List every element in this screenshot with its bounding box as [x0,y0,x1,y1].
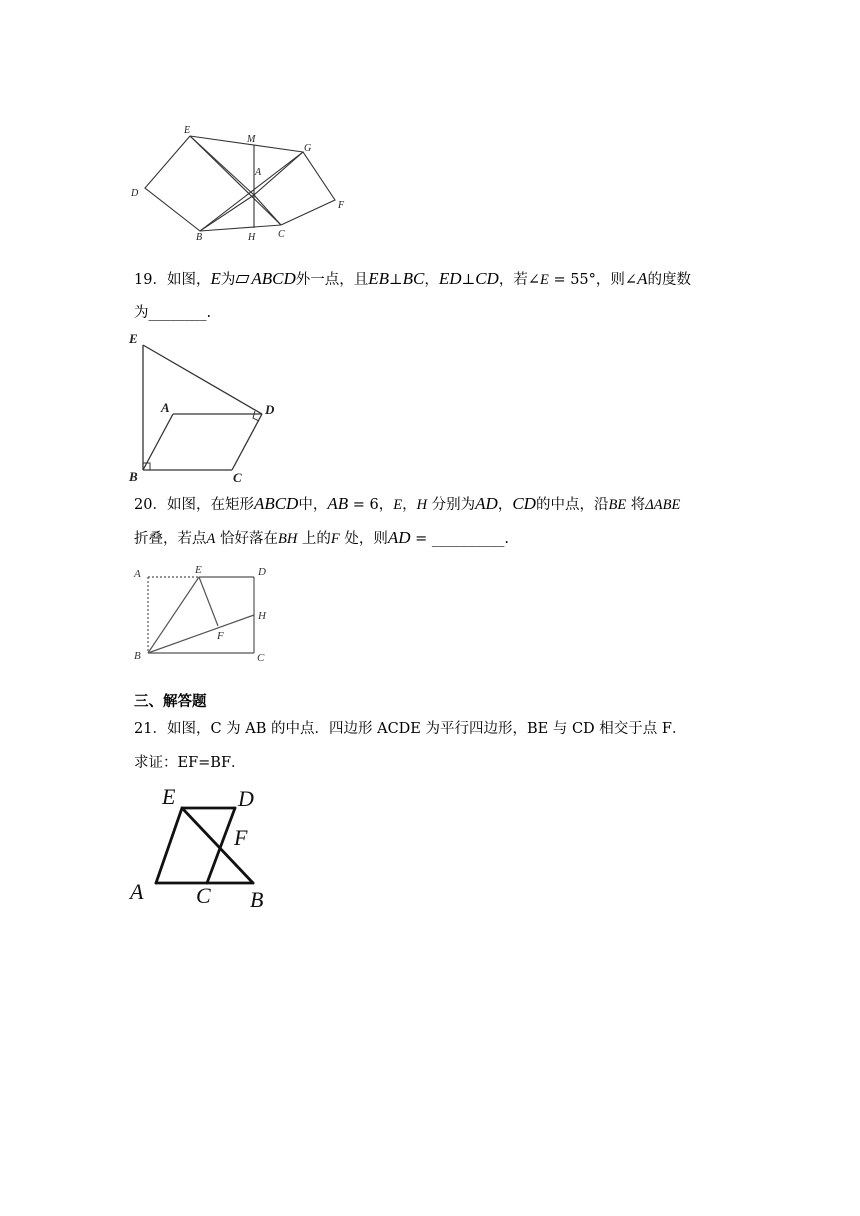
figure-18 [125,125,355,245]
fig21-label-b: B [250,887,264,912]
fig20-label-c: C [257,652,265,664]
q20-text: 上的 [297,531,331,547]
q20-text: 折叠，若点 [134,531,207,547]
q20-text: 分别为 [427,497,476,513]
fig18-label-e: E [184,125,191,136]
q19-text: 为 [220,272,236,288]
q19-var-e: E [210,269,221,288]
fig19-label-c: C [233,470,242,485]
q20-var-ab: AB [327,494,349,513]
q19-text: 外一点，且 [295,272,369,288]
fig18-label-c: C [278,229,285,240]
question-19-line-2: 为________. [134,305,212,321]
q19-var-ed: ED [438,269,462,288]
q20-var-be: BE [608,497,627,513]
fig21-label-e: E [162,784,176,809]
q20-var-bh: BH [277,531,298,547]
perpendicular-symbol: ⊥ [461,272,476,288]
q19-text: ，若∠ [498,272,540,288]
q20-var-f: F [330,531,340,547]
question-21-line-2: 求证：EF=BF． [134,755,246,771]
fig20-label-f: F [217,630,224,642]
question-20-line-2 [134,528,509,549]
fig19-label-b: B [129,469,138,484]
q19-angle-value: = 55°，则∠ [548,272,638,288]
q20-text: 处，则 [339,531,388,547]
q19-var-bc: BC [402,269,425,288]
fig18-label-h: H [248,232,256,243]
q19-var-eb: EB [368,269,390,288]
q20-var-e: E [393,497,403,513]
fig20-label-a: A [134,568,141,580]
q19-number: 19．如图， [134,272,211,288]
fig19-label-d: D [265,402,275,417]
fig18-label-a: A [255,167,262,178]
fig19-label-e: E [129,331,138,346]
q20-var-ad: AD [475,494,498,513]
q19-text: ， [424,272,439,288]
q20-text: 中， [298,497,328,513]
question-19-line-1 [134,269,691,290]
q19-var-e: E [539,272,549,288]
parallelogram-symbol-icon [236,275,250,283]
q19-var-abcd: ABCD [251,269,296,288]
figure-19 [125,330,285,490]
q20-answer-blank: = __________. [410,531,510,547]
fig21-label-f: F [234,825,248,850]
fig20-label-e: E [195,564,202,576]
q20-number: 20．如图，在矩形 [134,497,254,513]
q20-var-ad: AD [387,528,411,547]
q19-text: 的度数 [647,272,691,288]
q19-var-a: A [637,269,648,288]
section-heading: 三、解答题 [134,693,207,710]
fig20-label-b: B [134,650,141,662]
fig20-label-h: H [258,610,266,622]
fig18-label-f: F [338,200,345,211]
q20-var-cd: CD [512,494,536,513]
q20-text: 的中点，沿 [535,497,609,513]
q20-text: ， [402,497,417,513]
question-21-line-1: 21．如图，C 为 AB 的中点．四边形 ACDE 为平行四边形，BE 与 CD 相交于点 F． [134,721,687,737]
fig18-label-b: B [196,232,203,243]
q20-triangle: ΔABE [645,497,681,513]
fig19-label-a: A [161,400,170,415]
fig21-label-c: C [196,883,211,908]
q20-var-a: A [206,531,216,547]
q19-var-cd: CD [475,269,499,288]
fig20-label-d: D [258,566,266,578]
figure-21 [125,780,285,915]
q20-var-h: H [416,497,428,513]
question-20-line-1 [134,494,680,515]
fig18-label-m: M [247,134,256,145]
q20-text: ， [497,497,513,513]
q20-text: 恰好落在 [215,531,278,547]
q20-text: 将 [626,497,646,513]
q20-value: = 6， [348,497,394,513]
q20-var-abcd: ABCD [253,494,299,513]
fig21-label-a: A [130,879,144,904]
fig18-label-g: G [304,143,312,154]
fig21-label-d: D [238,786,254,811]
figure-20 [125,560,285,665]
fig18-label-d: D [131,188,139,199]
perpendicular-symbol: ⊥ [389,272,403,288]
